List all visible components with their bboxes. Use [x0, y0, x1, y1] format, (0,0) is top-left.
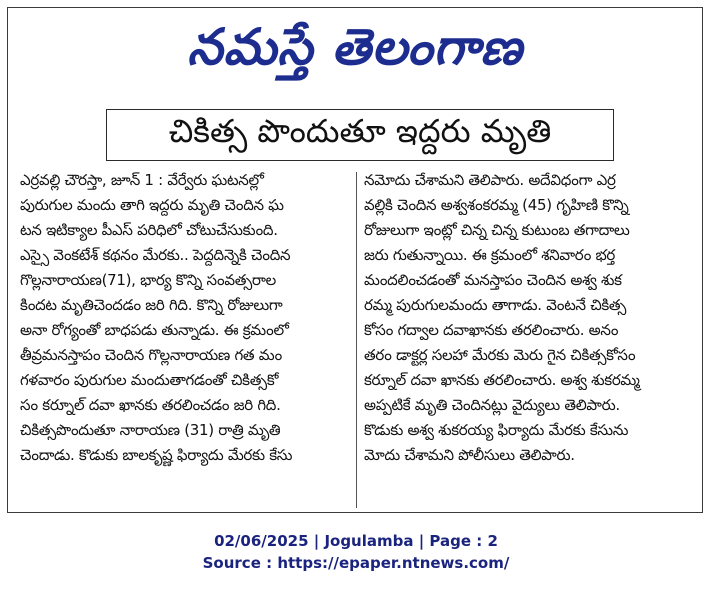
edition-info: 02/06/2025 | Jogulamba | Page : 2 [214, 532, 498, 550]
article-line: పురుగుల మందు తాగి ఇద్దరు మృతి చెందిన ఘ [20, 196, 284, 214]
column-divider [356, 172, 357, 508]
article-line: గళవారం పురుగుల మందుతాగడంతో చికిత్సకో [20, 371, 279, 389]
article-line: తరం డాక్టర్ల సలహా మేరకు మెరు గైన చికిత్సకోసం [364, 346, 636, 364]
article-line: జరు గుతున్నాయి. ఈ క్రమంలో శనివారం భర్త [364, 246, 616, 264]
newspaper-masthead: నమస్తే తెలంగాణ [187, 17, 523, 76]
article-line: వల్లికి చెందిన అశ్వశంకరమ్మ (45) గృహిణి కొన్ని [364, 196, 629, 214]
article-headline: చికిత్స పొందుతూ ఇద్దరు మృతి [168, 112, 552, 150]
article-line: నమోదు చేశామని తెలిపారు. అదేవిధంగా ఎర్ర [364, 171, 616, 189]
article-line: అప్పటికే మృతి చెందినట్లు వైద్యులు తెలిపారు. [364, 396, 620, 414]
article-line: రమ్మ పురుగులమందు తాగాడు. వెంటనే చికిత్స [364, 296, 627, 314]
article-line: సం కర్నూల్ దవా ఖానకు తరలించడం జరి గిది. [20, 396, 281, 414]
article-line: కిందట మృతిచెందడం జరి గిది. కొన్ని రోజులుగా [20, 296, 283, 314]
newspaper-clipping [7, 7, 703, 513]
article-line: రోజులుగా ఇంట్లో చిన్న చిన్న కుటుంబ తగాదాలు [364, 221, 630, 239]
article-line: ఎర్రవల్లి చౌరస్తా, జూన్ 1 : వేర్వేరు ఘటనల్లో [20, 171, 264, 189]
article-line: తీవ్రమనస్తాపం చెందిన గొల్లనారాయణ గత మం [20, 346, 282, 364]
article-line: చెందాడు. కొడుకు బాలకృష్ణ ఫిర్యాదు మేరకు కేసు [20, 446, 293, 464]
headline-box [106, 109, 614, 161]
article-line: కర్నూల్ దవా ఖానకు తరలించారు. అశ్వ శుకరమ్మ [364, 371, 640, 389]
article-line: మోదు చేశామని పోలీసులు తెలిపారు. [364, 446, 575, 464]
article-line: కోసం గద్వాల దవాఖానకు తరలించారు. అనం [364, 321, 619, 339]
article-column-right [364, 168, 696, 468]
article-line: కొడుకు అశ్వ శుకరయ్య ఫిర్యాదు మేరకు కేసును [364, 421, 629, 439]
article-line: అనా రోగ్యంతో బాధపడు తున్నాడు. ఈ క్రమంలో [20, 321, 289, 339]
article-line: గొల్లనారాయణ(71), భార్య కొన్ని సంవత్సరాల [20, 271, 276, 289]
article-line: టన ఇటిక్యాల పీఎస్ పరిధిలో చోటుచేసుకుంది. [20, 221, 278, 239]
article-line: చికిత్సపొందుతూ నారాయణ (31) రాత్రి మృతి [20, 421, 281, 439]
article-column-left [20, 168, 352, 468]
source-link[interactable]: Source : https://epaper.ntnews.com/ [202, 554, 510, 572]
article-line: మందలించడంతో మనస్తాపం చెందిన అశ్వ శుక [364, 271, 622, 289]
article-line: ఎస్సై వెంకటేశ్ కథనం మేరకు.. పెద్దదిన్నెకి చెందిన [20, 246, 291, 264]
